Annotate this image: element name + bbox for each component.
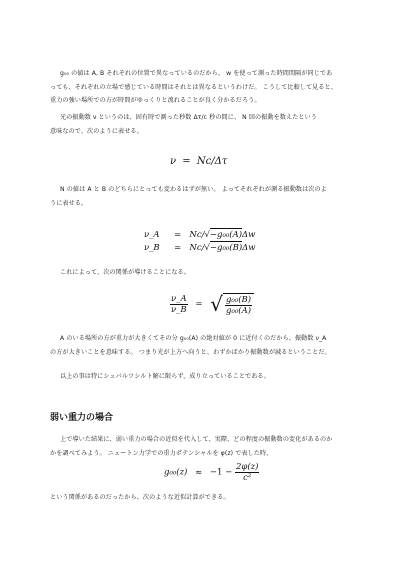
- frac-denominator: ν_B: [171, 304, 187, 315]
- eq-lhs: ν_B: [144, 243, 160, 253]
- eq-radicand: −g₀₀(B): [209, 243, 243, 253]
- text-line: 光の振動数 ν というのは、固有時で測った秒数 Δτ/c 秒の間に、 N 回の振動を数えたという: [60, 114, 317, 121]
- fraction-g00-ratio: [223, 293, 254, 316]
- fraction-nu-ratio: [170, 294, 188, 315]
- eq-lhs: g₀₀(z): [164, 467, 188, 478]
- text-line: の方が大きいことを意味する。 つまり光が上方へ向うと、わずかばかり振動数が減るということだ。: [50, 348, 331, 356]
- eq-rhs-pre: Nc/: [189, 243, 205, 253]
- paragraph-general-validity: [50, 370, 360, 384]
- paragraph-n-invariant: [50, 183, 360, 210]
- paragraph-frequency-definition: [50, 111, 360, 138]
- text-line: うに表せる。: [50, 199, 88, 207]
- paragraph-interpretation: [50, 332, 360, 359]
- section-heading: 弱い重力の場合: [50, 413, 114, 423]
- eq-lhs: ν: [170, 156, 177, 167]
- eq-rhs-pre: Nc/: [189, 230, 205, 240]
- text-line: っても、それぞれの立場で感じている時間はそれとは異なるというわけだ。 こうして比較して見ると、: [50, 83, 337, 91]
- frac-denominator: c²: [243, 473, 252, 483]
- paragraph-weak-field-intro: [50, 433, 360, 460]
- equation-weak-field-approx: [164, 462, 259, 483]
- eq-rhs: Nc/Δτ: [196, 156, 228, 167]
- text-line: 意味なので、次のように表せる。: [50, 127, 143, 135]
- eq-rhs-post: Δw: [242, 243, 256, 253]
- text-line: 上で導いた結果に、弱い重力の場合の近似を代入して、実際、どの程度の振動数の変化があるのか: [60, 436, 333, 443]
- eq-rel: =: [174, 243, 182, 253]
- eq-rel: =: [182, 156, 191, 167]
- eq-rhs-pre: −1 −: [209, 467, 233, 478]
- paragraph-approx-calc: [50, 491, 360, 505]
- text-line: 以上の事は特にシュバルツシルト解に限らず、成り立っていることである。: [60, 373, 270, 380]
- sqrt-sign-icon: √: [210, 292, 223, 316]
- eq-rel: =: [195, 299, 203, 309]
- eq-lhs: ν_A: [144, 230, 160, 240]
- text-line: かを調べてみよう。 ニュートン力学での重力ポテンシャルを φ(z) で表した時、: [50, 449, 273, 457]
- eq-rel: ≈: [195, 467, 203, 478]
- text-line: これによって、次の関係が導けることになる。: [60, 269, 190, 276]
- sqrt-sign-icon: √: [204, 243, 210, 253]
- fraction-potential: [235, 462, 259, 483]
- equation-frequencies-ab: [144, 229, 256, 255]
- frac-numerator: 2φ(z): [235, 462, 259, 472]
- eq-rhs-post: Δw: [242, 230, 256, 240]
- eq-radicand: −g₀₀(A): [209, 230, 243, 240]
- frac-numerator: g₀₀(B): [225, 294, 252, 305]
- frac-denominator: g₀₀(A): [226, 305, 252, 316]
- paragraph-relation-intro: [50, 266, 360, 280]
- paragraph-time-comparison: [50, 67, 360, 108]
- eq-rel: =: [174, 230, 182, 240]
- text-line: 重力の強い場所での方が時間がゆっくりと流れることが良く分かるだろう。: [50, 97, 261, 104]
- text-line: という関係があるのだったから、次のような近似計算ができる。: [50, 494, 230, 501]
- frac-numerator: ν_A: [171, 293, 187, 304]
- sqrt-sign-icon: √: [204, 230, 210, 240]
- text-line: A のいる場所の方が重力が大きくてその分 g₀₀(A) の絶対値が 0 に近付くのだから、振動数 ν_A: [60, 335, 327, 342]
- text-line: g₀₀ の値は A, B それぞれの位置で異なっているのだから、 w を使って測った時間間隔が同じであ: [60, 70, 333, 77]
- equation-frequency-ratio: [170, 292, 254, 316]
- equation-row: [144, 242, 256, 255]
- text-line: N の値は A と B のどちらにとっても変わるはずが無い。 よってそれぞれが測る振動数は次のよ: [60, 186, 327, 193]
- equation-frequency: [170, 156, 227, 167]
